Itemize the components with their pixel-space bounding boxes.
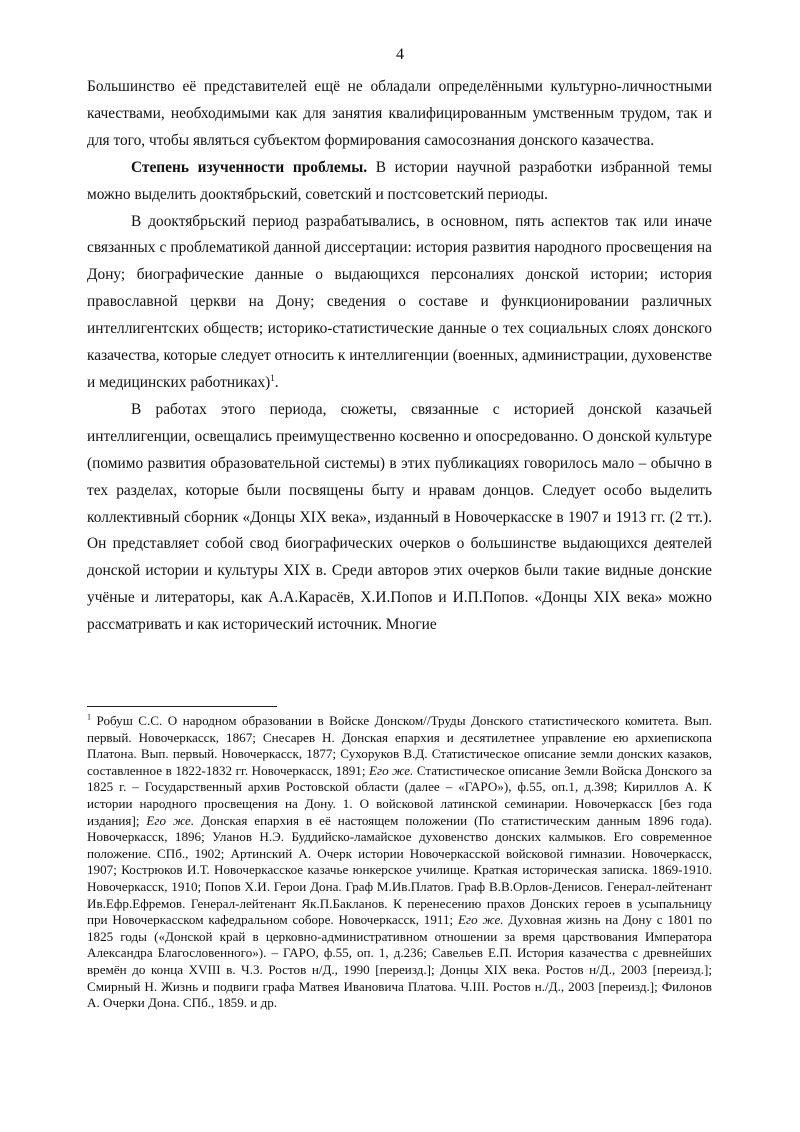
- footnote-ibid: Его же.: [369, 762, 414, 778]
- page-number: 4: [396, 46, 404, 63]
- paragraph-2: [87, 155, 712, 209]
- footnote-ibid: Его же.: [457, 912, 504, 928]
- footnote-ibid: Его же.: [146, 812, 195, 828]
- footnote-text: Донская епархия в её настоящем положении (По статистическим данным 1896 года). Новочеркасск, 1896; Уланов Н.Э. Буддийско-ламайское духовенство донских калмыков. Его современное положение. СПб., 1902; Артинский А. Очерк истории Новочеркасской войсковой гимназии. Новочеркасск, 1907; Кострюков И.Т. Новочеркасское казачье юнкерское училище. Краткая историческая записка. 1869-1910. Новочеркасск, 1910; Попов Х.И. Герои Дона. Граф М.Ив.Платов. Граф В.В.Орлов-Денисов. Генерал-лейтенант Ив.Ефр.Ефремов. Генерал-лейтенант Як.П.Бакланов. К перенесению прахов Донских героев в усыпальницу при Новочеркасском кафедральном соборе. Новочеркасск, 1911;: [87, 812, 712, 928]
- paragraph-4: [87, 397, 712, 639]
- footnote-1: [87, 713, 712, 1012]
- paragraph-1: [87, 74, 712, 155]
- footnote-marker: 1: [87, 712, 91, 722]
- paragraph-text: В работах этого периода, сюжеты, связанные с историей донской казачьей интеллигенции, освещались преимущественно косвенно и опосредованно. О донской культуре (помимо развития образовательной системы) в этих публикациях говорилось мало – обычно в тех разделах, которые были посвящены быту и нравам донцов. Следует особо выделить коллективный сборник «Донцы XIX века», изданный в Новочеркасске в 1907 и 1913 гг. (2 тт.). Он представляет собой свод биографических очерков о большинстве выдающихся деятелей донской истории и культуры XIX в. Среди авторов этих очерков были такие видные донские учёные и литераторы, как А.А.Карасёв, Х.И.Попов и И.П.Попов. «Донцы XIX века» можно рассматривать и как исторический источник. Многие: [87, 400, 712, 634]
- paragraph-text: В дооктябрьский период разрабатывались, в основном, пять аспектов так или иначе связанных с проблематикой данной диссертации: история развития народного просвещения на Дону; биографические данные о выдающихся персоналиях донской истории; история православной церкви на Дону; сведения о составе и функционировании различных интеллигентских обществ; историко-статистические данные о тех социальных слоях донского казачества, которые следует относить к интеллигенции (военных, администрации, духовенстве и медицинских работниках): [87, 212, 712, 391]
- paragraph-3: [87, 209, 712, 397]
- footnote-divider: [87, 706, 277, 707]
- section-heading: Степень изученности проблемы.: [131, 158, 368, 176]
- footnote-text: Робуш С.С. О народном образовании в Войске Донском//Труды Донского статистического комитета. Вып. первый. Новочеркасск, 1867; Снесарев Н. Донская епархия и десятилетнее управление ею архиепископа Платона. Вып. первый. Новочеркасск, 1877; Сухоруков В.Д. Статистическое описание земли донских казаков, составленное в 1822-1832 гг. Новочеркасск, 1891;: [87, 713, 712, 778]
- footnote-reference[interactable]: 1: [270, 372, 275, 383]
- footnote-text: Духовная жизнь на Дону с 1801 по 1825 годы («Донской край в церковно-административном отношении за время царствования Императора Александра Благословенного»). – ГАРО, ф.55, оп. 1, д.236; Савельев Е.П. История казачества с древнейших времён до конца XVIII в. Ч.3. Ростов н/Д., 1990 [переизд.]; Донцы XIX века. Ростов н/Д., 2003 [переизд.]; Смирный Н. Жизнь и подвиги графа Матвея Ивановича Платова. Ч.III. Ростов н./Д., 2003 [переизд.]; Филонов А. Очерки Дона. СПб., 1859. и др.: [87, 912, 712, 1011]
- paragraph-text: В истории научной разработки избранной темы можно выделить дооктябрьский, советский и постсоветский периоды.: [87, 158, 712, 203]
- main-text: [87, 74, 712, 639]
- footnote-text: Статистическое описание Земли Войска Донского за 1825 г. – Государственный архив Ростовской области (далее – «ГАРО»), ф.55, оп.1, д.398; Кириллов А. К истории народного просвещения на Дону. 1. О войсковой латинской семинарии. Новочеркасск [без года издания];: [87, 762, 712, 828]
- paragraph-text: Большинство её представителей ещё не обладали определёнными культурно-личностными качествами, необходимыми как для занятия квалифицированным умственным трудом, так и для того, чтобы являться субъектом формирования самосознания донского казачества.: [87, 78, 712, 149]
- paragraph-end-punctuation: .: [274, 373, 279, 391]
